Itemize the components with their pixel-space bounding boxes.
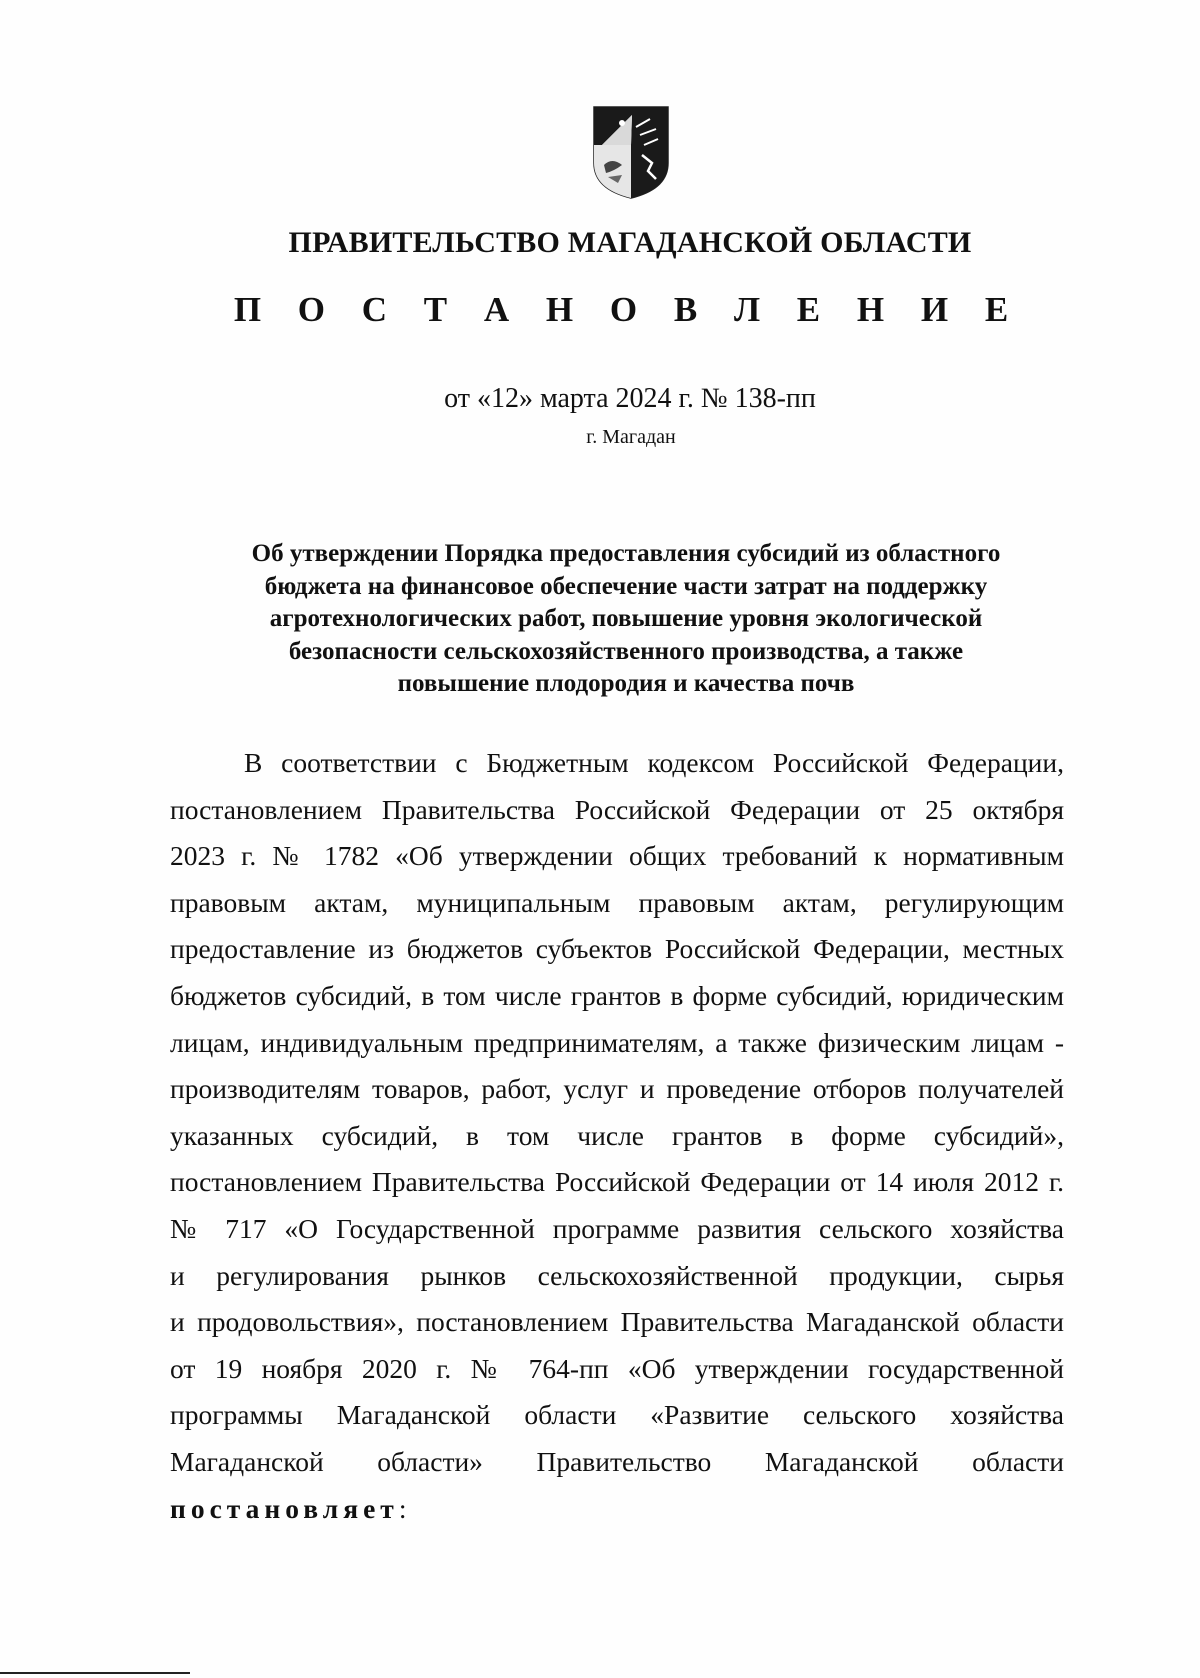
- body-line: от 19 ноября 2020 г. № 764-пп «Об утверждении государственной: [170, 1352, 1064, 1384]
- body-line: лицам, индивидуальным предпринимателям, а также физическим лицам -: [170, 1026, 1064, 1058]
- body-line: предоставление из бюджетов субъектов Российской Федерации, местных: [170, 933, 1064, 965]
- body-line: Магаданской области» Правительство Магаданской области: [170, 1445, 1064, 1477]
- body-line: правовым актам, муниципальным правовым актам, регулирующим: [170, 886, 1064, 918]
- body-line: производителям товаров, работ, услуг и проведение отборов получателей: [170, 1073, 1064, 1105]
- title-line: агротехнологических работ, повышение уровня экологической: [269, 605, 983, 632]
- body-line: бюджетов субсидий, в том числе грантов в форме субсидий, юридическим: [170, 979, 1064, 1011]
- title-line: бюджета на финансовое обеспечение части затрат на поддержку: [264, 572, 988, 600]
- body-line: постановлением Правительства Российской Федерации от 25 октября: [170, 793, 1064, 825]
- document-type: П О С Т А Н О В Л Е Н И Е: [233, 290, 1023, 329]
- document-title: [160, 538, 1092, 701]
- body-line: и продовольствия», постановлением Правительства Магаданской области: [170, 1306, 1064, 1338]
- page-bottom-rule: [0, 1672, 190, 1674]
- body-line: и регулирования рынков сельскохозяйственной продукции, сырья: [170, 1259, 1064, 1291]
- coat-of-arms-emblem: [592, 105, 670, 200]
- title-line: повышение плодородия и качества почв: [397, 670, 855, 697]
- body-line: В соответствии с Бюджетным кодексом Российской Федерации,: [244, 747, 1064, 778]
- decree-colon: :: [398, 1492, 407, 1524]
- document-date-number: от «12» марта 2024 г. № 138-пп: [444, 383, 816, 414]
- decree-line: [170, 1486, 1064, 1533]
- preamble-paragraph: [170, 740, 1064, 1532]
- body-line: указанных субсидий, в том числе грантов в форме субсидий»,: [170, 1119, 1064, 1151]
- title-line: безопасности сельскохозяйственного производства, а также: [288, 637, 964, 665]
- body-line: 2023 г. № 1782 «Об утверждении общих требований к нормативным: [170, 840, 1064, 872]
- government-title: ПРАВИТЕЛЬСТВО МАГАДАНСКОЙ ОБЛАСТИ: [288, 226, 972, 259]
- body-line: № 717 «О Государственной программе развития сельского хозяйства: [170, 1212, 1064, 1244]
- body-line: программы Магаданской области «Развитие сельского хозяйства: [170, 1399, 1064, 1431]
- title-line: Об утверждении Порядка предоставления субсидий из областного: [251, 540, 1001, 567]
- document-city: г. Магадан: [586, 426, 676, 448]
- decree-word: постановляет: [170, 1492, 399, 1524]
- body-line: постановлением Правительства Российской Федерации от 14 июля 2012 г.: [170, 1166, 1064, 1198]
